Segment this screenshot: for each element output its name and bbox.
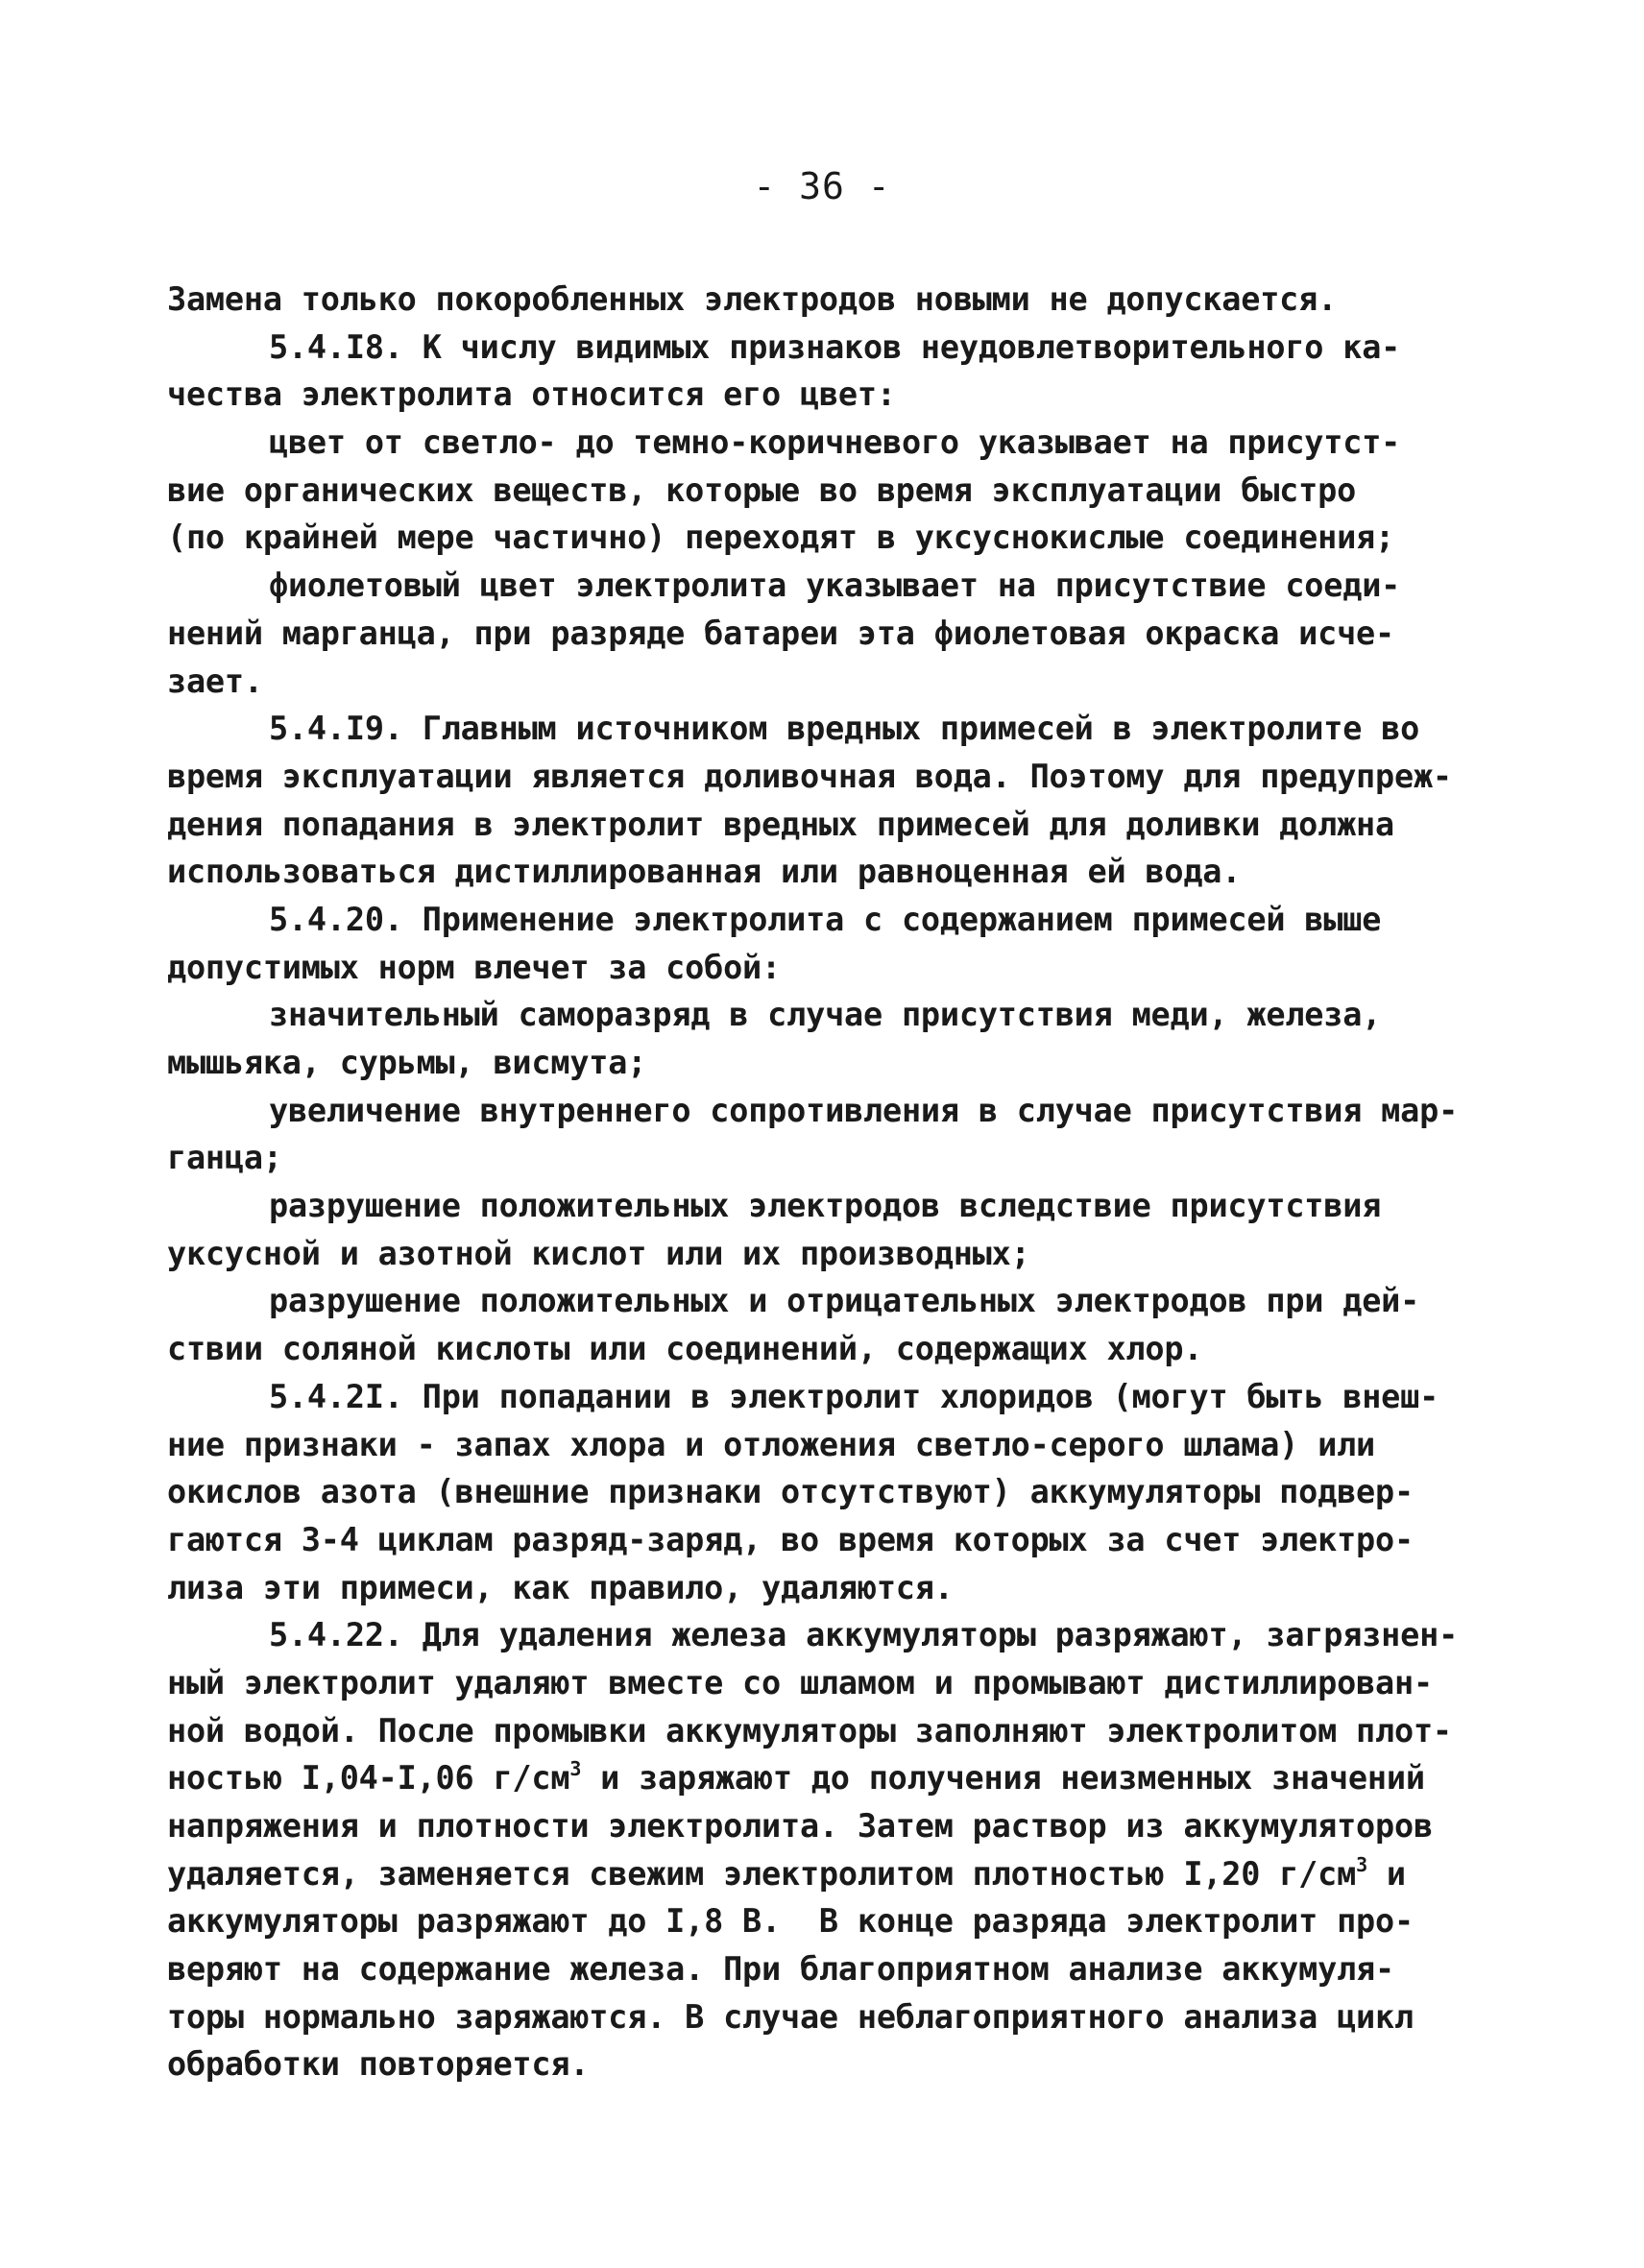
text-line: [167, 801, 1492, 849]
superscript: 3: [569, 1757, 582, 1781]
text-line: [167, 1945, 1492, 1993]
line-text: ствии соляной кислоты или соединений, содержащих хлор.: [167, 1330, 1203, 1368]
line-text: цвет от светло- до темно-коричневого указывает на присутст-: [269, 423, 1401, 462]
line-text: 5.4.I8. К числу видимых признаков неудовлетворительного ка-: [269, 327, 1401, 366]
line-text: допустимых норм влечет за собой:: [167, 948, 781, 986]
line-text: значительный саморазряд в случае присутствия меди, железа,: [269, 996, 1382, 1034]
line-text: ной водой. После промывки аккумуляторы заполняют электролитом плот-: [167, 1711, 1452, 1749]
text-line: [167, 991, 1492, 1039]
line-text: фиолетовый цвет электролита указывает на присутствие соеди-: [269, 567, 1401, 605]
line-text: гаются 3-4 циклам разряд-заряд, во время которых за счет электро-: [167, 1520, 1414, 1558]
body-text: [167, 276, 1492, 2088]
line-text-continued: и: [1366, 1854, 1406, 1893]
line-text: веряют на содержание железа. При благоприятном анализе аккумуля-: [167, 1950, 1394, 1989]
text-line: [167, 1564, 1492, 1612]
line-text: удаляется, заменяется свежим электролитом плотностью I,20 г/см: [167, 1854, 1357, 1893]
line-text: окислов азота (внешние признаки отсутствуют) аккумуляторы подвер-: [167, 1473, 1414, 1511]
text-line: [167, 1421, 1492, 1469]
text-line: [167, 419, 1492, 467]
text-line: [167, 1468, 1492, 1516]
line-text: разрушение положительных и отрицательных электродов при дей-: [269, 1282, 1420, 1320]
text-line: [167, 1277, 1492, 1325]
superscript: 3: [1356, 1852, 1367, 1876]
text-line: [167, 1850, 1492, 1898]
line-text: обработки повторяется.: [167, 2045, 590, 2084]
line-text: 5.4.22. Для удаления железа аккумуляторы разряжают, загрязнен-: [269, 1616, 1459, 1654]
line-text-continued: и заряжают до получения неизменных значений: [581, 1759, 1425, 1798]
text-line: [167, 610, 1492, 658]
line-text: уксусной и азотной кислот или их производных;: [167, 1234, 1030, 1272]
text-line: [167, 705, 1492, 753]
text-line: [167, 467, 1492, 515]
text-line: [167, 1993, 1492, 2041]
text-line: [167, 896, 1492, 944]
text-line: [167, 658, 1492, 706]
line-text: использоваться дистиллированная или равноценная ей вода.: [167, 853, 1242, 891]
line-text: чества электролита относится его цвет:: [167, 375, 896, 414]
line-text: время эксплуатации является доливочная вода. Поэтому для предупреж-: [167, 757, 1452, 795]
text-line: [167, 848, 1492, 896]
line-text: Замена только покоробленных электродов новыми не допускается.: [167, 280, 1338, 318]
line-text: нений марганца, при разряде батареи эта фиолетовая окраска исче-: [167, 614, 1394, 652]
text-line: [167, 1802, 1492, 1850]
line-text: дения попадания в электролит вредных примесей для доливки должна: [167, 805, 1394, 843]
text-line: [167, 276, 1492, 324]
line-text: 5.4.2I. При попадании в электролит хлоридов (могут быть внеш-: [269, 1377, 1439, 1415]
line-text: аккумуляторы разряжают до I,8 В. В конце разряда электролит про-: [167, 1902, 1414, 1941]
line-text: напряжения и плотности электролита. Затем раствор из аккумуляторов: [167, 1807, 1433, 1845]
text-line: [167, 944, 1492, 992]
line-text: зает.: [167, 662, 263, 700]
text-line: [167, 1087, 1492, 1135]
text-line: [167, 1611, 1492, 1659]
line-text: ганца;: [167, 1139, 282, 1177]
text-line: [167, 1230, 1492, 1278]
line-text: разрушение положительных электродов вследствие присутствия: [269, 1187, 1382, 1225]
text-line: [167, 514, 1492, 562]
line-text: вие органических веществ, которые во время эксплуатации быстро: [167, 470, 1357, 509]
text-line: [167, 371, 1492, 419]
text-line: [167, 1134, 1492, 1182]
line-text: 5.4.20. Применение электролита с содержанием примесей выше: [269, 900, 1382, 938]
line-text: лиза эти примеси, как правило, удаляются.: [167, 1568, 954, 1606]
text-line: [167, 1754, 1492, 1802]
text-line: [167, 1373, 1492, 1421]
line-text: ние признаки - запах хлора и отложения светло-серого шлама) или: [167, 1425, 1376, 1463]
text-line: [167, 1325, 1492, 1373]
text-line: [167, 2040, 1492, 2088]
text-line: [167, 1659, 1492, 1707]
line-text: торы нормально заряжаются. В случае неблагоприятного анализа цикл: [167, 1997, 1414, 2036]
text-line: [167, 1516, 1492, 1564]
text-line: [167, 562, 1492, 610]
text-line: [167, 1897, 1492, 1945]
text-line: [167, 1707, 1492, 1755]
line-text: (по крайней мере частично) переходят в уксуснокислые соединения;: [167, 519, 1394, 557]
line-text: 5.4.I9. Главным источником вредных примесей в электролите во: [269, 710, 1420, 748]
line-text: ностью I,04-I,06 г/см: [167, 1759, 570, 1798]
text-line: [167, 1039, 1492, 1087]
line-text: увеличение внутреннего сопротивления в случае присутствия мар-: [269, 1091, 1459, 1129]
text-line: [167, 324, 1492, 372]
line-text: мышьяка, сурьмы, висмута;: [167, 1044, 647, 1081]
text-line: [167, 1182, 1492, 1230]
line-text: ный электролит удаляют вместе со шламом и промывают дистиллирован-: [167, 1663, 1433, 1701]
text-line: [167, 753, 1492, 801]
page-number: - 36 -: [753, 165, 891, 207]
